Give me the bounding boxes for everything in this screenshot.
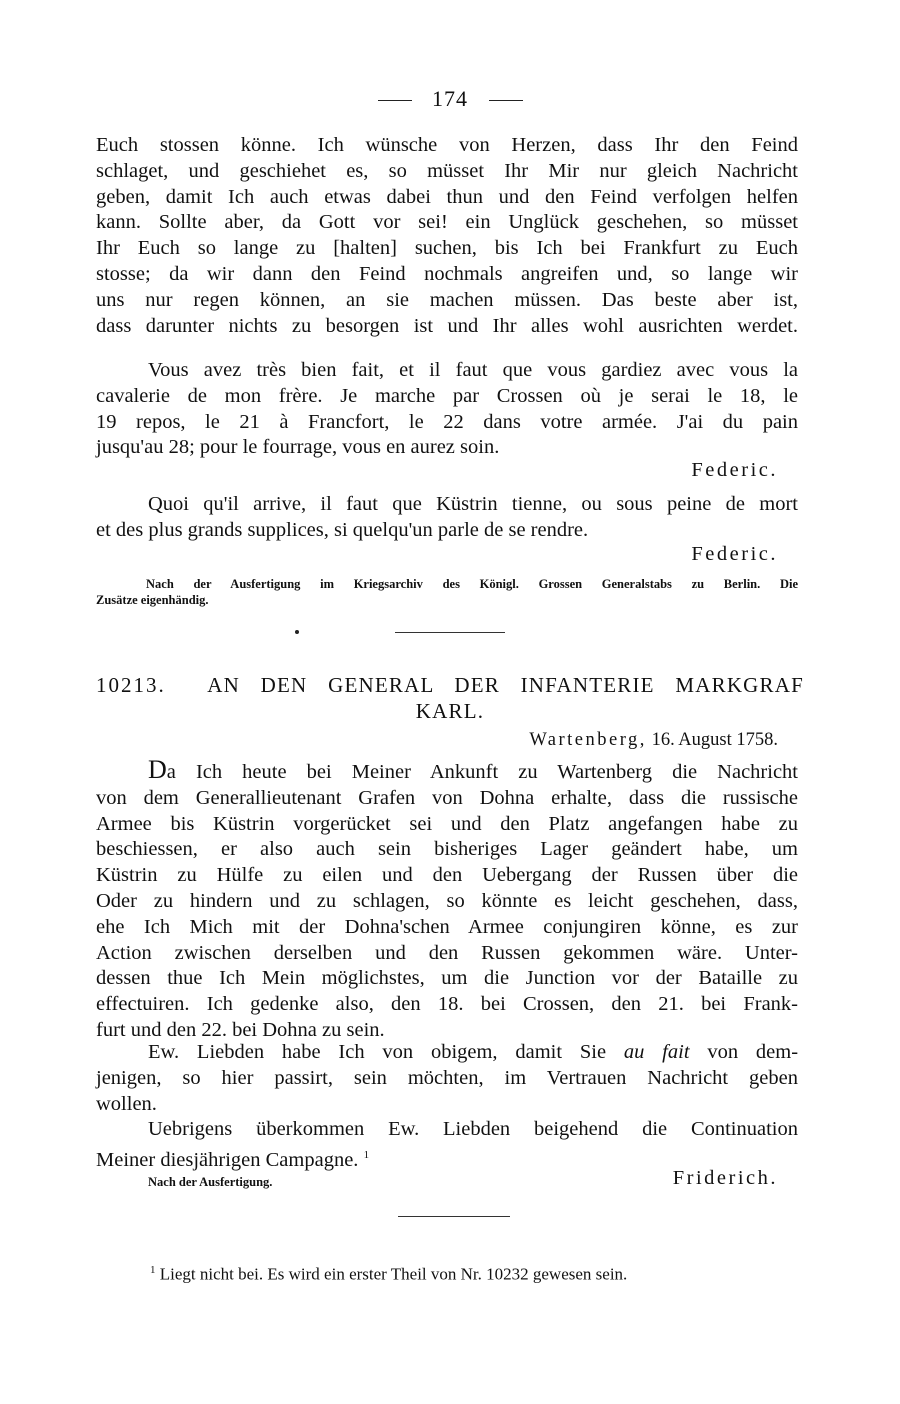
- header-dash-right: [489, 100, 523, 101]
- note-line: Zusätze eigenhändig.: [96, 593, 209, 607]
- footnote: [150, 1264, 627, 1285]
- header-dash-left: [378, 100, 412, 101]
- footnote-separator-rule: [398, 1216, 510, 1217]
- text-line: stosse; da wir dann den Feind nochmals angreifen und, so lange wir: [96, 262, 798, 285]
- letter-recipient: AN DEN GENERAL DER INFANTERIE MARKGRAF: [207, 673, 805, 697]
- letter-date: 16. August 1758.: [651, 730, 778, 750]
- text-line: Quoi qu'il arrive, il faut que Küstrin tienne, ou sous peine de mort: [148, 493, 798, 515]
- letter-continuation-paragraph: [96, 133, 798, 339]
- text-line: Küstrin zu Hülfe zu eilen und den Uebergang der Russen über die: [96, 864, 798, 887]
- signature-federic-1: Federic.: [691, 459, 778, 481]
- autograph-addition-paragraph: [96, 492, 798, 544]
- letter-number: 10213.: [96, 673, 166, 697]
- text-line: jenigen, so hier passirt, sein möchten, im Vertrauen Nachricht geben: [96, 1066, 798, 1089]
- text-line: dass darunter nichts zu besorgen ist und Ihr alles wohl ausrichten werdet.: [96, 314, 798, 337]
- text-line: Euch stossen könne. Ich wünsche von Herzen, dass Ihr den Feind: [96, 134, 798, 156]
- text-line: 19 repos, le 21 à Francfort, le 22 dans votre armée. J'ai du pain: [96, 410, 798, 433]
- text-line: Action zwischen derselben und den Russen gekommen wäre. Unter-: [96, 941, 798, 964]
- text-line: ehe Ich Mich mit der Dohna'schen Armee conjungiren könne, es zur: [96, 915, 798, 938]
- source-note-2: Nach der Ausfertigung.: [148, 1175, 273, 1189]
- note-line: Nach der Ausfertigung im Kriegsarchiv des Königl. Grossen Generalstabs zu Berlin. Die: [146, 577, 798, 591]
- text-line: Meiner diesjährigen Campagne. $^1$: [96, 1148, 370, 1171]
- signature-federic-2: Federic.: [691, 543, 778, 565]
- text-line: dessen thue Ich Mein möglichstes, um die Junction vor der Bataille zu: [96, 967, 798, 990]
- text-line: beschiessen, er also auch sein bisheriges Lager geändert habe, um: [96, 838, 798, 861]
- text-line: Ew. Liebden habe Ich von obigem, damit Sie au fait von dem-: [148, 1041, 799, 1063]
- italic-phrase: au fait: [623, 1041, 690, 1063]
- page-header: [0, 86, 900, 112]
- text-line: cavalerie de mon frère. Je marche par Crossen où je serai le 18, le: [96, 384, 798, 407]
- text-line: Oder zu hindern und zu schlagen, so könnte es leicht geschehen, dass,: [96, 889, 798, 912]
- text-line: Uebrigens überkommen Ew. Liebden beigehend die Continuation: [148, 1118, 798, 1140]
- text-line: schlaget, und geschiehet es, so müsset Ihr Mir nur gleich Nachricht: [96, 159, 798, 182]
- text-line: Armee bis Küstrin vorgerücket sei und den Platz angefangen habe zu: [96, 812, 798, 835]
- text-line: wollen.: [96, 1092, 157, 1115]
- text-line: effectuiren. Ich gedenke also, den 18. bei Crossen, den 21. bei Frank-: [96, 993, 798, 1016]
- place-and-date: [529, 730, 778, 751]
- letter-place: Wartenberg,: [529, 730, 647, 750]
- source-note: [96, 576, 798, 608]
- letter-body-paragraph-3: [96, 1117, 798, 1173]
- footnote-reference-mark: 1: [363, 1148, 370, 1161]
- separator-dot: [295, 630, 299, 634]
- letter-body-paragraph-2: [96, 1040, 798, 1117]
- letter-heading: [96, 672, 804, 724]
- french-postscript-paragraph: [96, 358, 798, 461]
- text-line: geben, damit Ich auch etwas dabei thun und den Feind verfolgen helfen: [96, 185, 798, 208]
- letter-body-paragraph-1: [96, 757, 798, 1044]
- letter-recipient-line2: KARL.: [415, 699, 485, 723]
- text-line: Ihr Euch so lange zu [halten] suchen, bis Ich bei Frankfurt zu Euch: [96, 237, 798, 260]
- text-line: Da Ich heute bei Meiner Ankunft zu Wartenberg die Nachricht: [148, 755, 798, 784]
- text-line: furt und den 22. bei Dohna zu sein.: [96, 1018, 385, 1041]
- drop-capital: D: [148, 755, 167, 784]
- footnote-mark: 1: [150, 1264, 156, 1276]
- text-line: von dem Generallieutenant Grafen von Dohna erhalte, dass die russische: [96, 786, 798, 809]
- text-line: jusqu'au 28; pour le fourrage, vous en aurez soin.: [96, 436, 500, 459]
- signature-friderich: Friderich.: [672, 1167, 778, 1189]
- text-line: kann. Sollte aber, da Gott vor sei! ein Unglück geschehen, so müsset: [96, 211, 798, 234]
- separator-rule: [395, 632, 505, 633]
- text-line: uns nur regen können, an sie machen müssen. Das beste aber ist,: [96, 288, 798, 311]
- text-line: Vous avez très bien fait, et il faut que vous gardiez avec vous la: [148, 359, 798, 381]
- text-line: et des plus grands supplices, si quelqu'un parle de se rendre.: [96, 518, 589, 541]
- footnote-text: Liegt nicht bei. Es wird ein erster Theil von Nr. 10232 gewesen sein.: [159, 1264, 628, 1284]
- page-number: 174: [432, 86, 468, 111]
